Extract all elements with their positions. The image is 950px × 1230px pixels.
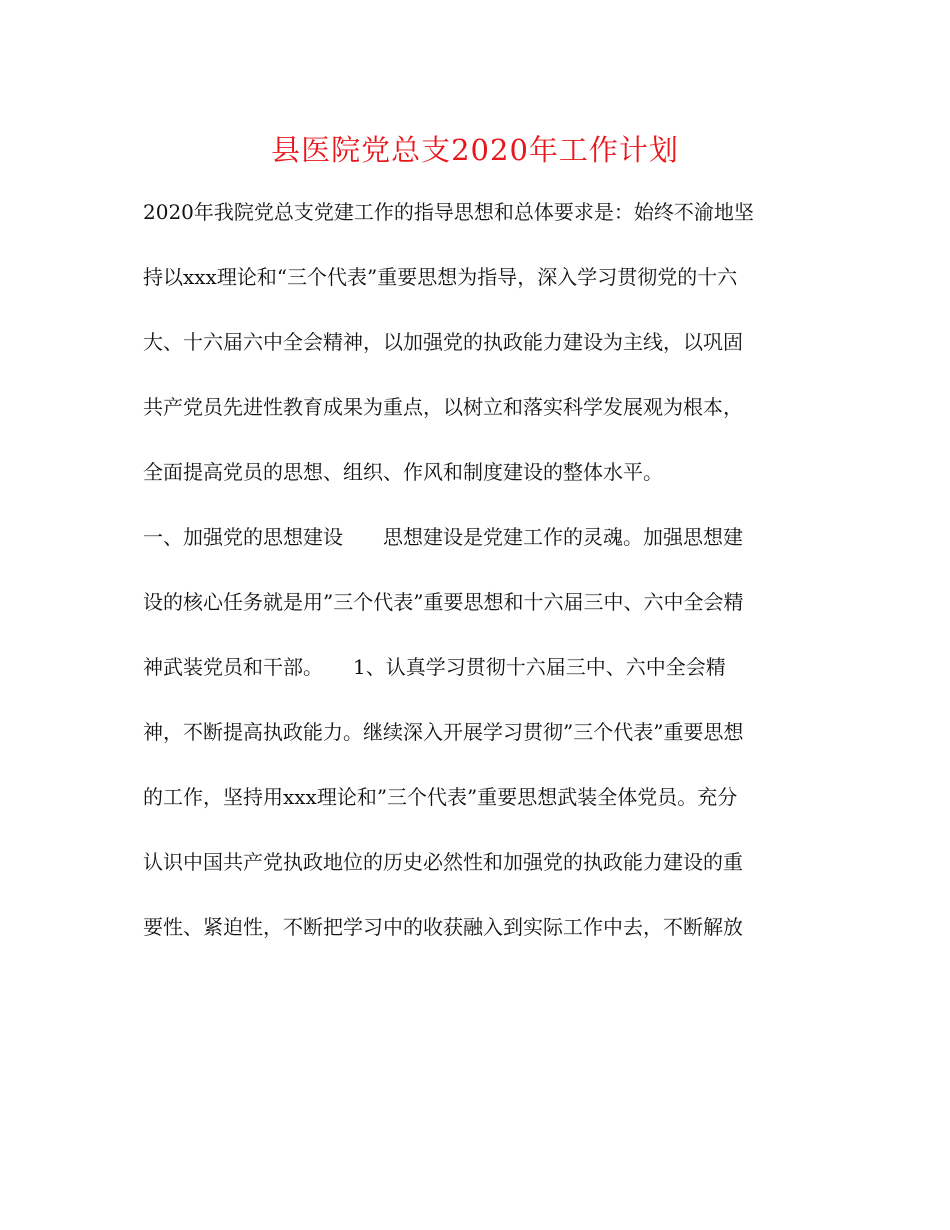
body-line: 神，不断提高执政能力。继续深入开展学习贯彻”三个代表”重要思想 bbox=[143, 720, 744, 744]
body-line: 共产党员先进性教育成果为重点，以树立和落实科学发展观为根本， bbox=[143, 395, 743, 419]
body-line: 2020年我院党总支党建工作的指导思想和总体要求是：始终不渝地坚 bbox=[143, 200, 754, 224]
body-line: 要性、紧迫性，不断把学习中的收获融入到实际工作中去，不断解放 bbox=[143, 915, 743, 939]
body-line: 一、加强党的思想建设 思想建设是党建工作的灵魂。加强思想建 bbox=[143, 525, 743, 549]
body-line: 神武装党员和干部。 1、认真学习贯彻十六届三中、六中全会精 bbox=[143, 655, 726, 679]
body-line: 设的核心任务就是用”三个代表”重要思想和十六届三中、六中全会精 bbox=[143, 590, 744, 614]
body-line: 的工作，坚持用xxx理论和”三个代表”重要思想武装全体党员。充分 bbox=[143, 785, 738, 809]
document-body bbox=[143, 189, 823, 969]
body-line: 认识中国共产党执政地位的历史必然性和加强党的执政能力建设的重 bbox=[143, 850, 743, 874]
body-line: 持以xxx理论和“三个代表”重要思想为指导，深入学习贯彻党的十六 bbox=[143, 265, 738, 289]
document-title: 县医院党总支2020年工作计划 bbox=[271, 133, 679, 167]
body-line: 大、十六届六中全会精神，以加强党的执政能力建设为主线，以巩固 bbox=[143, 330, 743, 354]
body-line: 全面提高党员的思想、组织、作风和制度建设的整体水平。 bbox=[143, 460, 663, 484]
